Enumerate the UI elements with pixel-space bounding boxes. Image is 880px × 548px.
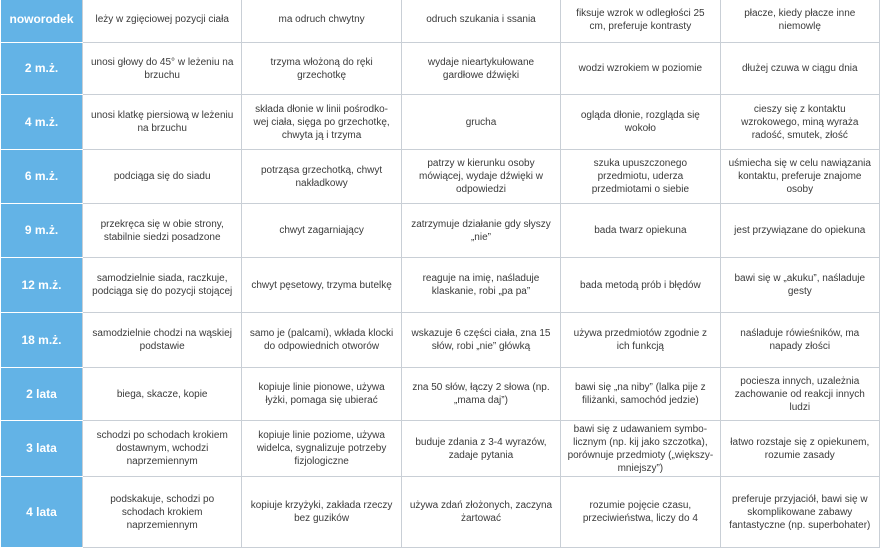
- cell-manual: trzyma włożoną do ręki grzechotkę: [242, 43, 401, 95]
- table-row: [1, 477, 880, 548]
- table-row: [1, 258, 880, 313]
- cell-manual: samo je (palcami), wkłada klocki do odpowiednich otworów: [242, 313, 401, 368]
- cell-cognitive: ogląda dłonie, rozgląda się wokoło: [561, 95, 720, 150]
- cell-social: dłużej czuwa w ciągu dnia: [720, 43, 879, 95]
- cell-speech: reaguje na imię, naśladuje klaskanie, robi „pa pa”: [401, 258, 560, 313]
- table-row: [1, 313, 880, 368]
- cell-cognitive: fiksuje wzrok w odległości 25 cm, preferuje kontrasty: [561, 0, 720, 43]
- age-label: 2 m.ż.: [1, 43, 83, 95]
- table-row: [1, 204, 880, 258]
- cell-manual: chwyt zagarniający: [242, 204, 401, 258]
- cell-cognitive: rozumie pojęcie czasu, przeciwieństwa, liczy do 4: [561, 477, 720, 548]
- cell-motor: przekręca się w obie strony, stabilnie siedzi posadzone: [83, 204, 242, 258]
- age-label: 6 m.ż.: [1, 150, 83, 204]
- cell-speech: używa zdań złożonych, zaczyna żartować: [401, 477, 560, 548]
- age-label: 4 m.ż.: [1, 95, 83, 150]
- cell-manual: składa dłonie w linii pośrodko-wej ciała, sięga po grzechotkę, chwyta ją i trzyma: [242, 95, 401, 150]
- cell-social: uśmiecha się w celu nawiązania kontaktu, preferuje znajome osoby: [720, 150, 879, 204]
- cell-speech: buduje zdania z 3-4 wyrazów, zadaje pytania: [401, 421, 560, 477]
- table-row: [1, 150, 880, 204]
- age-label: 3 lata: [1, 421, 83, 477]
- cell-motor: podskakuje, schodzi po schodach krokiem naprzemiennym: [83, 477, 242, 548]
- age-label: noworodek: [1, 0, 83, 43]
- cell-cognitive: bawi się „na niby” (lalka pije z filiżanki, samochód jedzie): [561, 368, 720, 421]
- cell-social: naśladuje rówieśników, ma napady złości: [720, 313, 879, 368]
- cell-manual: potrząsa grzechotką, chwyt nakładkowy: [242, 150, 401, 204]
- cell-cognitive: bada twarz opiekuna: [561, 204, 720, 258]
- cell-social: jest przywiązane do opiekuna: [720, 204, 879, 258]
- cell-motor: biega, skacze, kopie: [83, 368, 242, 421]
- cell-social: cieszy się z kontaktu wzrokowego, miną wyraża radość, smutek, złość: [720, 95, 879, 150]
- cell-motor: unosi głowy do 45° w leżeniu na brzuchu: [83, 43, 242, 95]
- age-label: 12 m.ż.: [1, 258, 83, 313]
- cell-speech: zatrzymuje działanie gdy słyszy „nie”: [401, 204, 560, 258]
- cell-social: bawi się w „akuku”, naśladuje gesty: [720, 258, 879, 313]
- cell-social: pociesza innych, uzależnia zachowanie od reakcji innych ludzi: [720, 368, 879, 421]
- table-row: [1, 43, 880, 95]
- cell-speech: odruch szukania i ssania: [401, 0, 560, 43]
- cell-motor: unosi klatkę piersiową w leżeniu na brzuchu: [83, 95, 242, 150]
- cell-manual: ma odruch chwytny: [242, 0, 401, 43]
- cell-speech: zna 50 słów, łączy 2 słowa (np. „mama daj”): [401, 368, 560, 421]
- cell-cognitive: używa przedmiotów zgodnie z ich funkcją: [561, 313, 720, 368]
- age-label: 18 m.ż.: [1, 313, 83, 368]
- table-row: [1, 95, 880, 150]
- cell-manual: kopiuje krzyżyki, zakłada rzeczy bez guzików: [242, 477, 401, 548]
- cell-social: płacze, kiedy płacze inne niemowlę: [720, 0, 879, 43]
- cell-motor: samodzielnie chodzi na wąskiej podstawie: [83, 313, 242, 368]
- cell-manual: kopiuje linie poziome, używa widelca, sygnalizuje potrzeby fizjologiczne: [242, 421, 401, 477]
- age-label: 4 lata: [1, 477, 83, 548]
- age-label: 2 lata: [1, 368, 83, 421]
- cell-motor: samodzielnie siada, raczkuje, podciąga się do pozycji stojącej: [83, 258, 242, 313]
- cell-manual: chwyt pęsetowy, trzyma butelkę: [242, 258, 401, 313]
- cell-motor: schodzi po schodach krokiem dostawnym, wchodzi naprzemiennym: [83, 421, 242, 477]
- cell-cognitive: szuka upuszczonego przedmiotu, uderza przedmiotami o siebie: [561, 150, 720, 204]
- cell-cognitive: bawi się z udawaniem symbo-licznym (np. kij jako szczotka), porównuje przedmioty („większy-mniejszy”): [561, 421, 720, 477]
- cell-cognitive: bada metodą prób i błędów: [561, 258, 720, 313]
- cell-manual: kopiuje linie pionowe, używa łyżki, pomaga się ubierać: [242, 368, 401, 421]
- cell-speech: wskazuje 6 części ciała, zna 15 słów, robi „nie” główką: [401, 313, 560, 368]
- table-row: [1, 0, 880, 43]
- age-label: 9 m.ż.: [1, 204, 83, 258]
- cell-social: preferuje przyjaciół, bawi się w skomplikowane zabawy fantastyczne (np. superbohater): [720, 477, 879, 548]
- cell-motor: podciąga się do siadu: [83, 150, 242, 204]
- cell-social: łatwo rozstaje się z opiekunem, rozumie zasady: [720, 421, 879, 477]
- cell-speech: grucha: [401, 95, 560, 150]
- cell-motor: leży w zgięciowej pozycji ciała: [83, 0, 242, 43]
- cell-speech: patrzy w kierunku osoby mówiącej, wydaje dźwięki w odpowiedzi: [401, 150, 560, 204]
- cell-cognitive: wodzi wzrokiem w poziomie: [561, 43, 720, 95]
- cell-speech: wydaje nieartykułowane gardłowe dźwięki: [401, 43, 560, 95]
- table-row: [1, 368, 880, 421]
- table-row: [1, 421, 880, 477]
